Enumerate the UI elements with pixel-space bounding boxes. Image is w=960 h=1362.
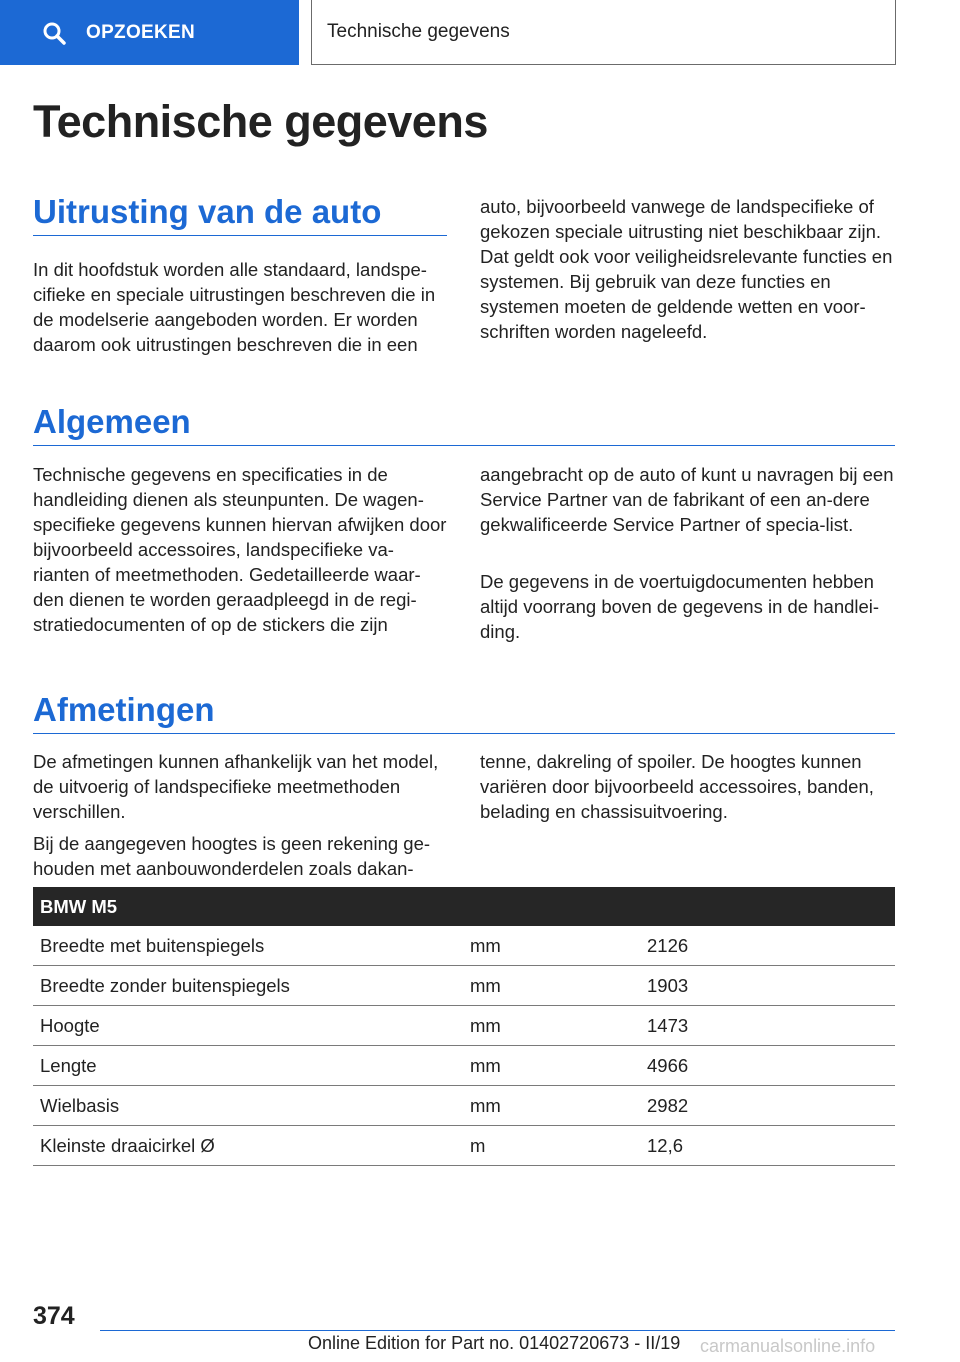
algemeen-text-col2a: aangebracht op de auto of kunt u navragen bij een Service Partner van de fabrikant of een an-dere gekwalificeerde Service Partner of specia-list. bbox=[480, 464, 894, 535]
table-row bbox=[33, 1086, 895, 1126]
row-value: 12,6 bbox=[640, 1126, 895, 1166]
row-value: 1903 bbox=[640, 966, 895, 1006]
afmetingen-text-col1b: Bij de aangegeven hoogtes is geen rekening ge-houden met aanbouwonderdelen zoals dakan- bbox=[33, 833, 431, 879]
row-label: Breedte zonder buitenspiegels bbox=[33, 966, 463, 1006]
heading-uitrusting: Uitrusting van de auto bbox=[33, 193, 447, 236]
heading-afmetingen: Afmetingen bbox=[33, 691, 895, 734]
afmetingen-text-col2: tenne, dakreling of spoiler. De hoogtes kunnen variëren door bijvoorbeeld accessoires, banden, belading en chassisuitvoering. bbox=[480, 751, 874, 822]
row-value: 2126 bbox=[640, 926, 895, 966]
row-label: Lengte bbox=[33, 1046, 463, 1086]
footer-edition: Online Edition for Part no. 01402720673 - II/19 bbox=[308, 1333, 681, 1353]
breadcrumb-label: Technische gegevens bbox=[327, 21, 510, 42]
table-row bbox=[33, 966, 895, 1006]
watermark: carmanualsonline.info bbox=[700, 1336, 876, 1356]
row-label: Wielbasis bbox=[33, 1086, 463, 1126]
afmetingen-text-col1a: De afmetingen kunnen afhankelijk van het model, de uitvoerig of landspecifieke meetmethoden verschillen. bbox=[33, 751, 439, 822]
page-title: Technische gegevens bbox=[33, 96, 488, 147]
breadcrumb[interactable] bbox=[311, 0, 896, 65]
uitrusting-text-col2: auto, bijvoorbeeld vanwege de landspecifieke of gekozen speciale uitrusting niet beschikbaar zijn. Dat geldt ook voor veiligheidsrelevante functies en systemen. Bij gebruik van deze functies en systemen moeten de geldende wetten en voor-schriften worden nageleefd. bbox=[480, 196, 893, 342]
row-label: Hoogte bbox=[33, 1006, 463, 1046]
row-unit: m bbox=[463, 1126, 640, 1166]
search-icon bbox=[42, 21, 66, 45]
footer-divider bbox=[100, 1330, 895, 1331]
algemeen-text-col2b: De gegevens in de voertuigdocumenten hebben altijd voorrang boven de gegevens in de handlei-ding. bbox=[480, 571, 880, 642]
row-value: 1473 bbox=[640, 1006, 895, 1046]
search-button[interactable] bbox=[0, 0, 299, 65]
uitrusting-text-col1: In dit hoofdstuk worden alle standaard, landspe-cifieke en speciale uitrustingen beschreven die in de modelserie aangeboden worden. Er worden daarom ook uitrustingen beschreven die in een bbox=[33, 259, 436, 355]
row-unit: mm bbox=[463, 926, 640, 966]
table-header-model: BMW M5 bbox=[33, 887, 895, 926]
row-unit: mm bbox=[463, 966, 640, 1006]
table-header-row bbox=[33, 887, 895, 926]
table-row bbox=[33, 926, 895, 966]
table-row bbox=[33, 1006, 895, 1046]
heading-algemeen: Algemeen bbox=[33, 403, 895, 446]
search-button-label: OPZOEKEN bbox=[86, 21, 196, 43]
table-row bbox=[33, 1046, 895, 1086]
row-unit: mm bbox=[463, 1086, 640, 1126]
dimensions-table bbox=[33, 887, 895, 1166]
row-label: Breedte met buitenspiegels bbox=[33, 926, 463, 966]
page-number: 374 bbox=[33, 1302, 75, 1330]
algemeen-text-col1: Technische gegevens en specificaties in de handleiding dienen als steunpunten. De wagen-specifieke gegevens kunnen hiervan afwijken door bijvoorbeeld accessoires, landspecifieke va-rianten of meetmethoden. Gedetailleerde waar-den dienen te worden geraadpleegd in de regi-stratiedocumenten of op de stickers die zijn bbox=[33, 464, 447, 635]
row-label: Kleinste draaicirkel Ø bbox=[33, 1126, 463, 1166]
row-value: 2982 bbox=[640, 1086, 895, 1126]
table-row bbox=[33, 1126, 895, 1166]
row-value: 4966 bbox=[640, 1046, 895, 1086]
row-unit: mm bbox=[463, 1046, 640, 1086]
row-unit: mm bbox=[463, 1006, 640, 1046]
